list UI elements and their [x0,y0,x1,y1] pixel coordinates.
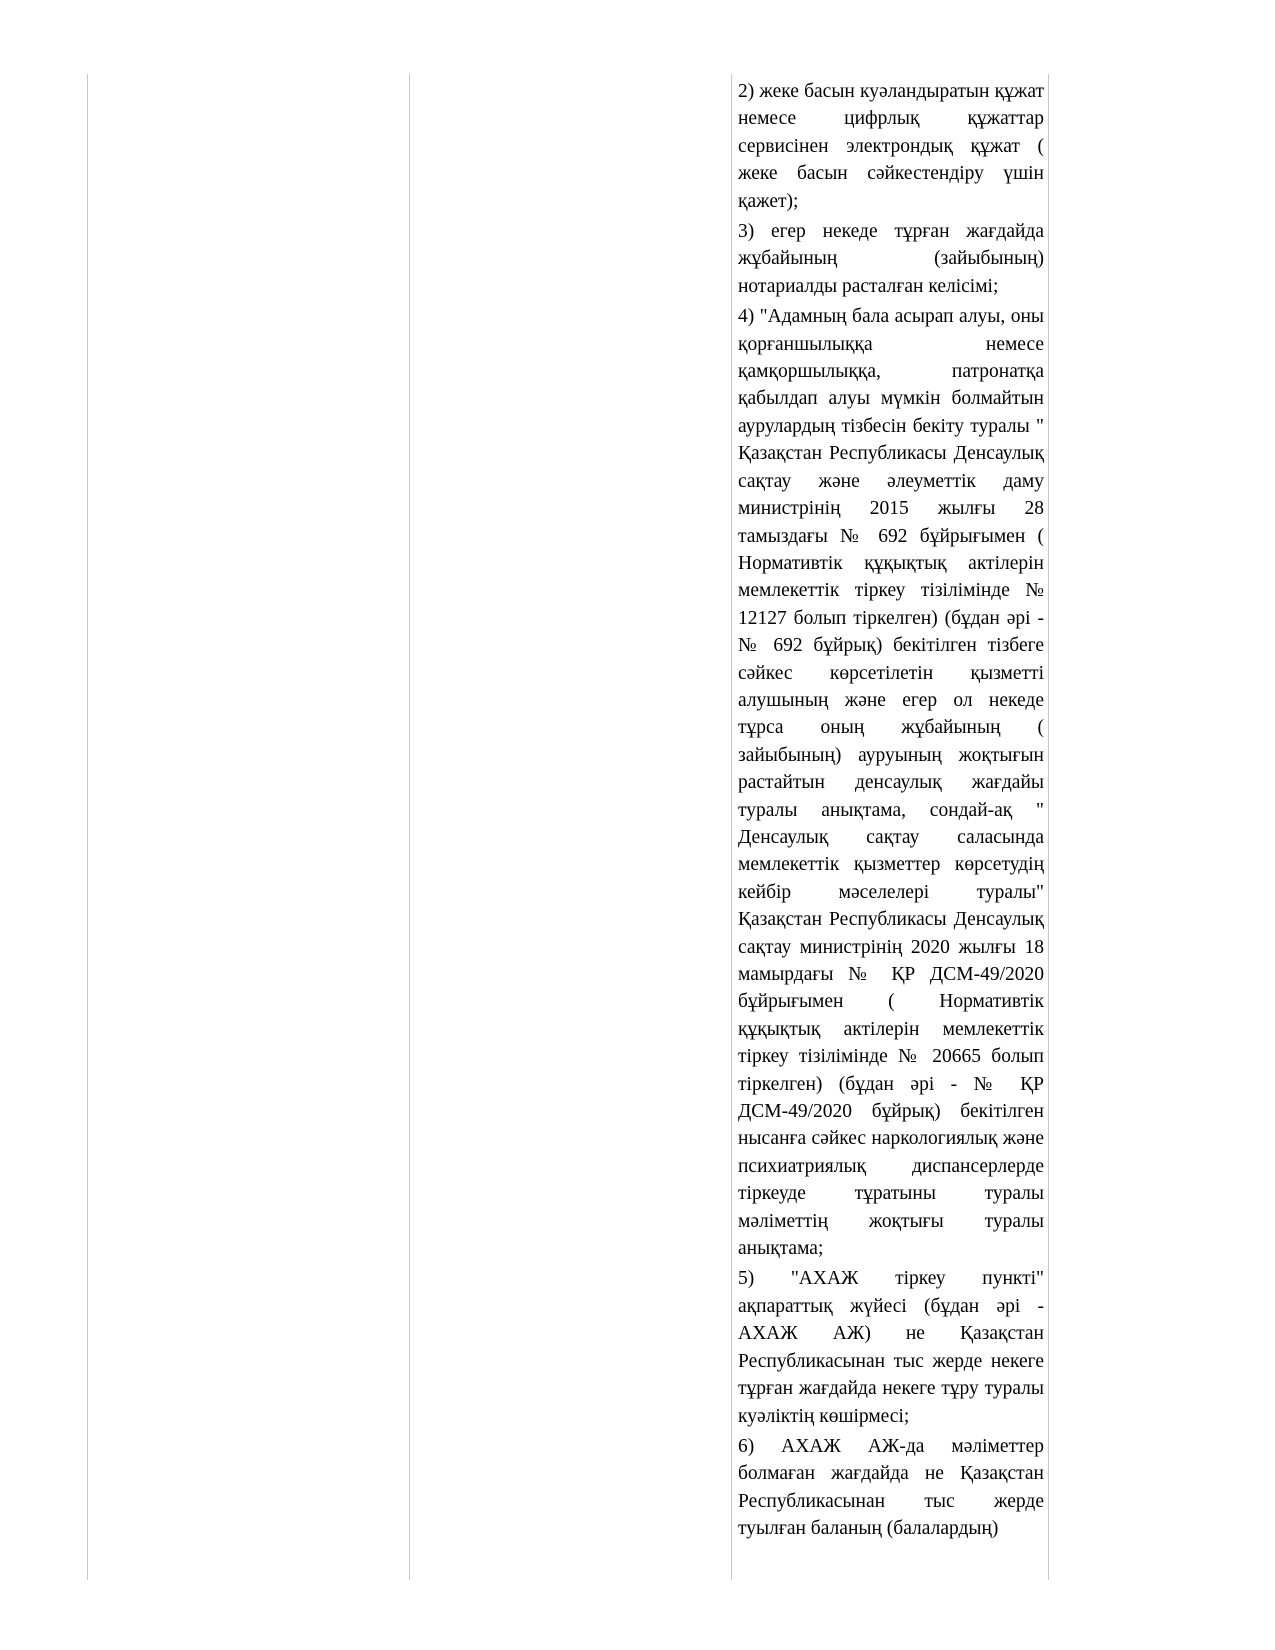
document-table [87,74,1049,1580]
table-column-2 [409,74,731,1580]
paragraph-item-3: 3) егер некеде тұрған жағдайда жұбайының (зайыбының) нотариалды расталған келісімі; [738,221,1044,297]
paragraph-item-6: 6) АХАЖ АЖ-да мәліметтер болмаған жағдайда не Қазақстан Республикасынан тыс жерде туылған баланың (балалардың) [738,1435,1044,1540]
paragraph-item-5: 5) "АХАЖ тіркеу пункті" ақпараттық жүйесі (бұдан әрі - АХАЖ АЖ) не Қазақстан Республикасынан тыс жерде некеге тұрған жағдайда некеге тұру туралы куәліктің көшірмесі; [738,1268,1044,1427]
table-column-3 [731,74,1049,1580]
paragraph-item-4: 4) "Адамның бала асырап алуы, оны қорғаншылыққа немесе қамқоршылыққа, патронатқа қабылдап алуы мүмкін болмайтын аурулардың тізбесін бекіту туралы " Қазақстан Республикасы Денсаулық сақтау және әлеуметтік даму министрінің 2015 жылғы 28 тамыздағы № 692 бұйрығымен ( Нормативтік құқықтық актілерін мемлекеттік тіркеу тізілімінде № 12127 болып тіркелген) (бұдан әрі - № 692 бұйрық) бекітілген тізбеге сәйкес көрсетілетін қызметті алушының және егер ол некеде тұрса оның жұбайының ( зайыбының) ауруының жоқтығын растайтын денсаулық жағдайы туралы анықтама, сондай-ақ " Денсаулық сақтау саласында мемлекеттік қызметтер көрсетудің кейбір мәселелері туралы" Қазақстан Республикасы Денсаулық сақтау министрінің 2020 жылғы 18 мамырдағы № ҚР ДСМ-49/2020 бұйрығымен ( Нормативтік құқықтық актілерін мемлекеттік тіркеу тізілімінде № 20665 болып тіркелген) (бұдан әрі - № ҚР ДСМ-49/2020 бұйрық) бекітілген нысанға сәйкес наркологиялық және психиатриялық диспансерлерде тіркеуде тұратыны туралы мәліметтің жоқтығы туралы анықтама; [738,306,1044,1260]
table-column-1 [87,74,409,1580]
paragraph-item-2: 2) жеке басын куәландыратын құжат немесе цифрлық құжаттар сервисінен электрондық құжат ( жеке басын сәйкестендіру үшін қажет); [738,81,1044,212]
